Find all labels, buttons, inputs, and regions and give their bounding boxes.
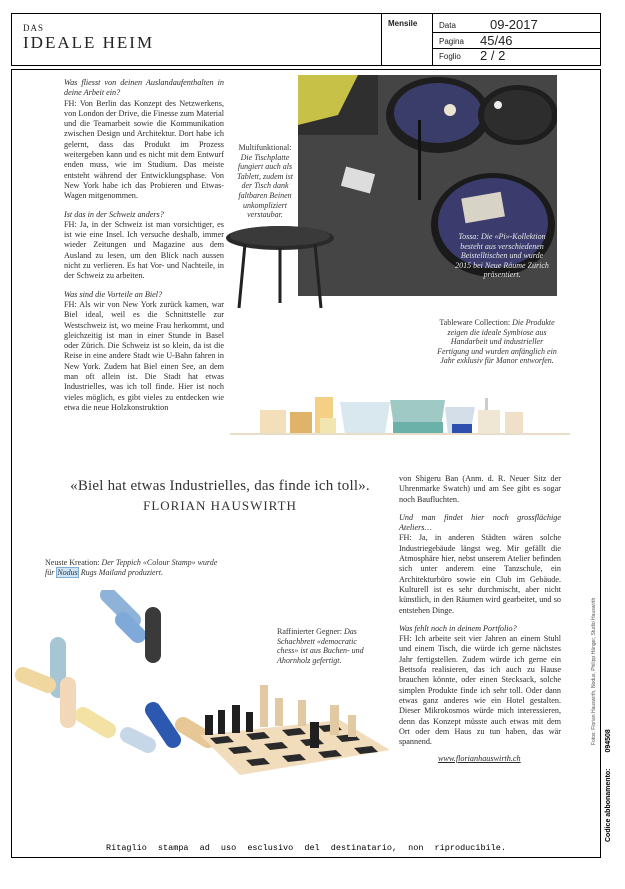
page-label: Pagina — [439, 37, 464, 46]
caption-tableware-body: Die Produkte zeigen die ideale Symbiose aus Handarbeit und industrieller Fertigung und wurden anfänglich ein Jahr exklusiv für Manor entworfen. — [437, 318, 557, 366]
subscription-code — [605, 729, 612, 842]
pull-quote-author: FLORIAN HAUSWIRTH — [143, 498, 297, 513]
caption-multifunktional-head: Multifunktional: — [238, 143, 292, 152]
magazine-prefix: DAS — [23, 23, 45, 33]
frequency-label: Mensile — [388, 19, 418, 28]
interview-answer: FH: Als wir von New York zurück kamen, war Biel ideal, weil es die Schnittstelle zur Westschweiz ist, wo meine Frau herkommt, und gleichzeitig ist man in einer Stunde in Basel oder Zürich. Die Schweiz ist so klein, da ist die Reise in eine andere Stadt wie U-Bahn fahren in New York. Zudem hat Biel einen See, an dem man oft allein ist. Die Stadt hat etwas Industrielles, was ich toll finde. Hier ist noch vieles möglich, es gibt vieles zu entdecken wie etwa die neue Holzkonstruktion — [64, 299, 224, 412]
article-column-left — [64, 78, 224, 413]
subscription-code-label: Codice abbonamento: — [605, 768, 612, 842]
magazine-title: IDEALE HEIM — [23, 33, 155, 52]
interview-answer: FH: Ja, in anderen Städten wären solche Industriegebäude längst weg. Mir gefällt die Atmosphäre hier, nebst unserem Atelier befinden sich unter anderem eine Tanzschule, ein Architekturbüro sowie ein Club im Gebäude. Kulturell ist es sehr durchmischt, aber nicht künstlich, in den Räumen wird gearbeitet, und so entstehen Dinge. — [399, 533, 561, 615]
subscription-code-value: 094508 — [605, 729, 612, 753]
pull-quote — [62, 477, 378, 516]
website-link[interactable]: www.florianhauswirth.ch — [438, 754, 521, 763]
interview-answer: von Shigeru Ban (Anm. d. R. Neuer Sitz der Uhrenmarke Swatch) und am See gibt es sogar noch Baufluchten. — [399, 474, 561, 504]
interview-question: Was sind die Vorteile an Biel? — [64, 289, 163, 299]
photo-credit: Fotos: Florian Hauswirth, Nodus, Philipp Hänger, Studio Hauswirth — [591, 597, 597, 745]
caption-teppich-highlight: Nodus — [57, 568, 78, 577]
header-row-line — [432, 48, 601, 49]
caption-teppich-body-b: Rugs Mailand produziert. — [80, 568, 163, 577]
date-label: Data — [439, 21, 456, 30]
interview-answer: FH: Von Berlin das Konzept des Netzwerkens, von London der Drive, die Finesse zum Material und die Teamarbeit sowie die Kommunikation zwischen Design und Architektur. Dort habe ich gelernt, dass das Produkt im Prozess weitergeben kann und es nicht mit dem Entwurf enden muss, wie im Studium. Das meiste entsteht während der Entwicklungsphase. Von New York habe ich das Probieren und Etwas-Wagen mitgenommen. — [64, 98, 224, 201]
pull-quote-text: «Biel hat etwas Industrielles, das finde ich toll». — [70, 478, 370, 494]
interview-question: Und man findet hier noch grossflächige Ateliers… — [399, 512, 561, 533]
sheet-value: 2 / 2 — [480, 48, 506, 63]
caption-teppich-body-a: Der Teppich «Colour Stamp» wurde für — [45, 558, 218, 577]
caption-multifunktional-body: Die Tischplatte fungiert auch als Tablett, zudem ist der Tisch dank faltbaren Beinen unkompliziert verstaubar. — [237, 152, 293, 220]
chess-photo — [180, 680, 395, 775]
caption-tableware-head: Tableware Collection: — [439, 318, 511, 327]
caption-chess-body: Das Schachbrett «democratic chess» ist aus Buchen- und Ahornholz gefertigt. — [277, 627, 364, 665]
caption-tableware — [436, 318, 558, 366]
header-divider — [381, 13, 382, 66]
date-value: 09-2017 — [490, 17, 538, 32]
header-row-line — [432, 32, 601, 33]
caption-tossa: Tossa: Die «Pi»-Kollektion besteht aus verschiedenen Beistelltischen und wurde 2015 bei Neue Räume Zürich präsentiert. — [455, 232, 549, 280]
caption-teppich-head: Neuste Kreation: — [45, 558, 100, 567]
page-value: 45/46 — [480, 33, 513, 48]
caption-chess-head: Raffinierter Gegner: — [277, 627, 342, 636]
interview-question: Was fehlt noch in deinem Portfolio? — [399, 623, 517, 633]
footer-notice: Ritaglio stampa ad uso esclusivo del destinatario, non riproducibile. — [106, 843, 506, 853]
article-column-right — [399, 474, 561, 747]
tableware-photo — [230, 392, 570, 442]
caption-multifunktional — [232, 143, 298, 220]
caption-chess — [277, 627, 369, 665]
side-table-image — [225, 218, 335, 313]
interview-question: Ist das in der Schweiz anders? — [64, 209, 164, 219]
header-divider — [432, 13, 433, 66]
interview-answer: FH: Ja, in der Schweiz ist man vorsichtiger, es ist wie eine Insel. Ich versuche deshalb, immer wieder Zeitungen und Magazine aus dem Ausland zu lesen, um den Blick nach aussen nicht zu verlieren. Es hat Vor- und Nachteile, in der Schweiz zu arbeiten. — [64, 219, 224, 281]
interview-question: Was fliesst von deinen Auslandaufenthalten in deine Arbeit ein? — [64, 78, 224, 98]
interview-answer: FH: Ich arbeite seit vier Jahren an einem Stuhl und einem Tisch, die würde ich gerne nächstes Jahr fertigstellen. Zudem würde ich gerne ein Bettsofa realisieren, das ich auch zu Hause brauchen könnte, oder einen Stecksack, solche simplen Produkte finde ich sehr toll. Oder dann etwas ganz anderes wie ein Hotel gestalten. Dieser Mikrokosmos würde mich interessieren, denn das Konzept müsste auch etwas mit dem Ort oder dem Haus zu tun haben, das wär spannend. — [399, 634, 561, 747]
sheet-label: Foglio — [439, 52, 461, 61]
caption-teppich — [45, 558, 225, 578]
